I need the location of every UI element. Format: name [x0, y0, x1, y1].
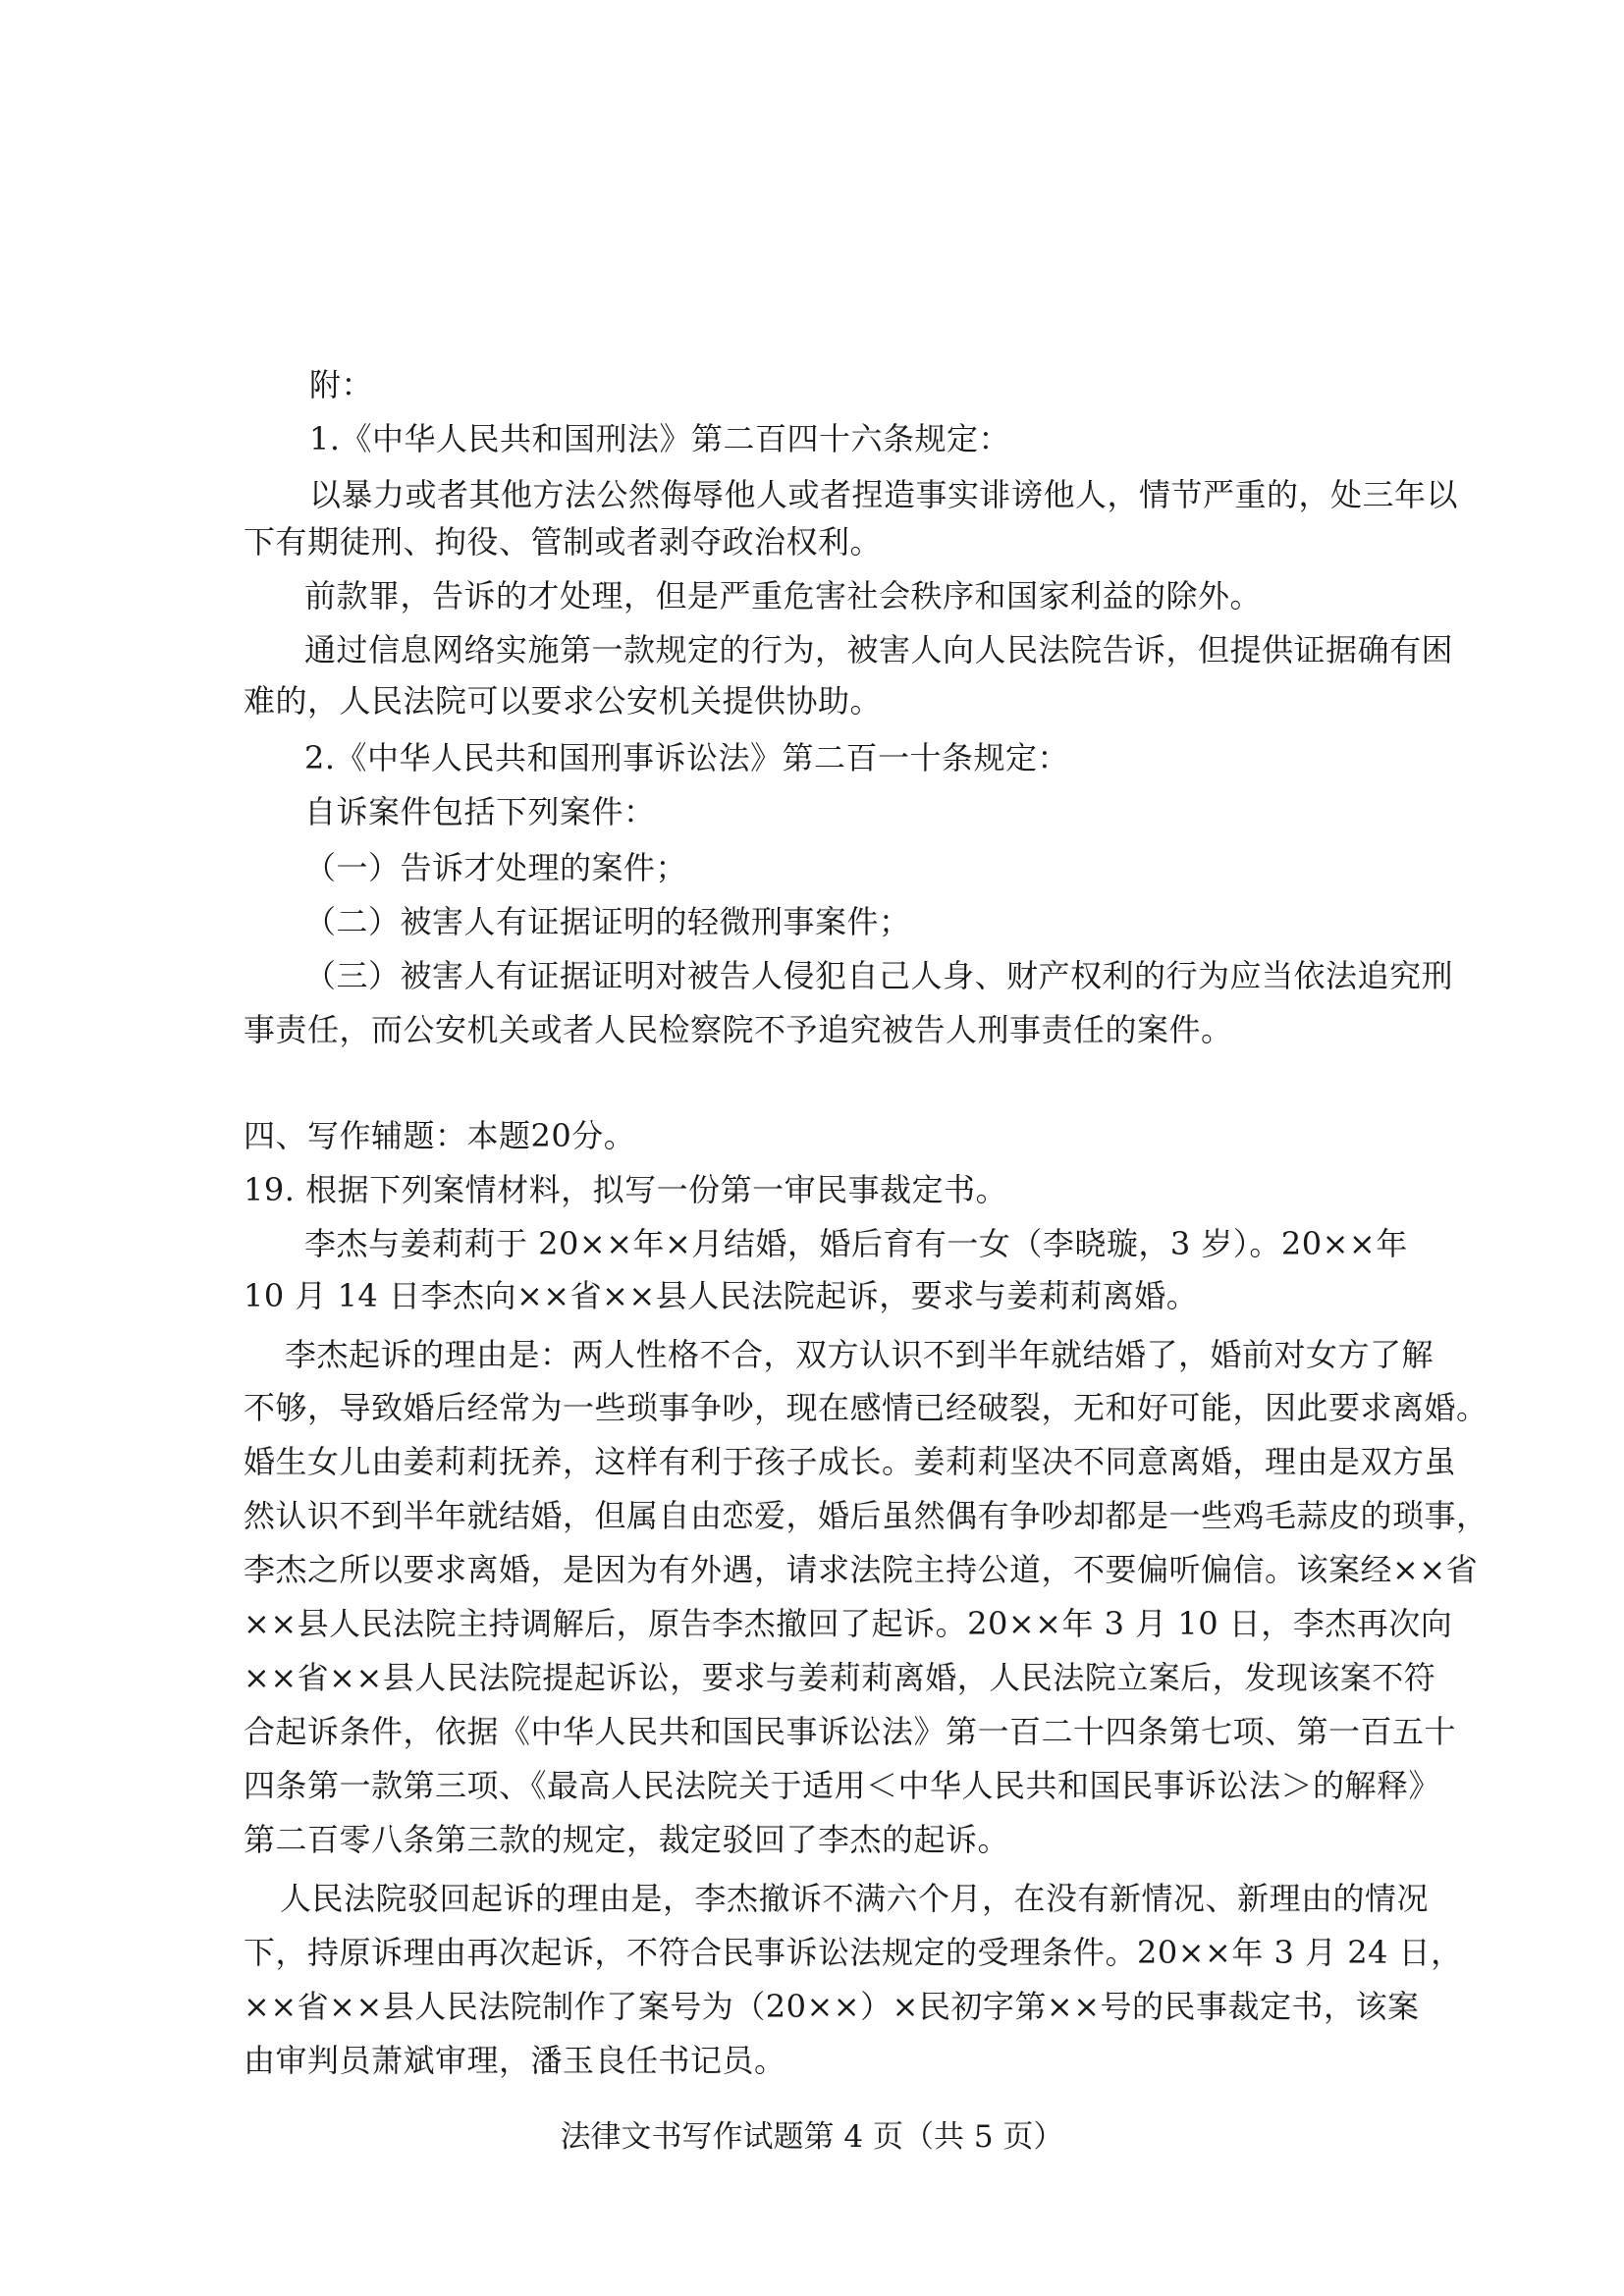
appendix-line: 难的，人民法院可以要求公安机关提供协助。 [244, 682, 883, 720]
case-line: 婚生女儿由姜莉莉抚养，这样有利于孩子成长。姜莉莉坚决不同意离婚，理由是双方虽 [244, 1443, 1457, 1480]
section-heading: 四、写作辅题：本题20分。 [244, 1117, 636, 1154]
page-footer: 法律文书写作试题第 4 页（共 5 页） [560, 2119, 1064, 2155]
case-line: 10 月 14 日李杰向××省××县人民法院起诉，要求与姜莉莉离婚。 [244, 1277, 1199, 1314]
case-line: 然认识不到半年就结婚，但属自由恋爱，婚后虽然偶有争吵却都是一些鸡毛蒜皮的琐事， [244, 1497, 1489, 1534]
appendix-line: 下有期徒刑、拘役、管制或者剥夺政治权利。 [244, 523, 883, 561]
appendix-line: （一）告诉才处理的案件； [304, 849, 688, 886]
question-line: 19. 根据下列案情材料，拟写一份第一审民事裁定书。 [244, 1171, 1008, 1208]
case-line: 李杰起诉的理由是：两人性格不合，双方认识不到半年就结婚了，婚前对女方了解 [285, 1336, 1435, 1373]
case-line: 李杰之所以要求离婚，是因为有外遇，请求法院主持公道，不要偏听偏信。该案经××省 [244, 1551, 1479, 1588]
case-line: 下，持原诉理由再次起诉，不符合民事诉讼法规定的受理条件。20××年 3 月 24 日， [244, 1934, 1463, 1971]
appendix-line: 自诉案件包括下列案件： [304, 793, 656, 830]
appendix-line: 以暴力或者其他方法公然侮辱他人或者捏造事实诽谤他人，情节严重的，处三年以 [309, 476, 1459, 513]
appendix-line: 事责任，而公安机关或者人民检察院不予追究被告人刑事责任的案件。 [244, 1011, 1233, 1048]
case-line: ××省××县人民法院制作了案号为（20××）×民初字第××号的民事裁定书，该案 [244, 1988, 1420, 2025]
case-line: ××县人民法院主持调解后，原告李杰撤回了起诉。20××年 3 月 10 日，李杰再次向 [244, 1605, 1453, 1642]
case-line: 由审判员萧斌审理，潘玉良任书记员。 [244, 2042, 786, 2079]
case-line: 人民法院驳回起诉的理由是，李杰撤诉不满六个月，在没有新情况、新理由的情况 [280, 1880, 1430, 1917]
appendix-line: （三）被害人有证据证明对被告人侵犯自己人身、财产权利的行为应当依法追究刑 [304, 957, 1454, 994]
appendix-line: 1.《中华人民共和国刑法》第二百四十六条规定： [309, 420, 1011, 457]
case-line: 第二百零八条第三款的规定，裁定驳回了李杰的起诉。 [244, 1821, 1010, 1858]
appendix-line: （二）被害人有证据证明的轻微刑事案件； [304, 903, 911, 940]
appendix-line: 前款罪，告诉的才处理，但是严重危害社会秩序和国家利益的除外。 [304, 577, 1263, 614]
case-line: ××省××县人民法院提起诉讼，要求与姜莉莉离婚，人民法院立案后，发现该案不符 [244, 1659, 1436, 1696]
appendix-line: 2.《中华人民共和国刑事诉讼法》第二百一十条规定： [304, 739, 1070, 776]
case-line: 合起诉条件，依据《中华人民共和国民事诉讼法》第一百二十四条第七项、第一百五十 [244, 1713, 1457, 1750]
appendix-line: 通过信息网络实施第一款规定的行为，被害人向人民法院告诉，但提供证据确有困 [304, 631, 1454, 668]
case-line: 李杰与姜莉莉于 20××年×月结婚，婚后育有一女（李晓璇，3 岁）。20××年 [304, 1225, 1408, 1262]
case-line: 四条第一款第三项、《最高人民法院关于适用＜中华人民共和国民事诉讼法＞的解释》 [244, 1767, 1441, 1804]
appendix-heading: 附： [309, 366, 374, 403]
case-line: 不够，导致婚后经常为一些琐事争吵，现在感情已经破裂，无和好可能，因此要求离婚。 [244, 1389, 1489, 1426]
